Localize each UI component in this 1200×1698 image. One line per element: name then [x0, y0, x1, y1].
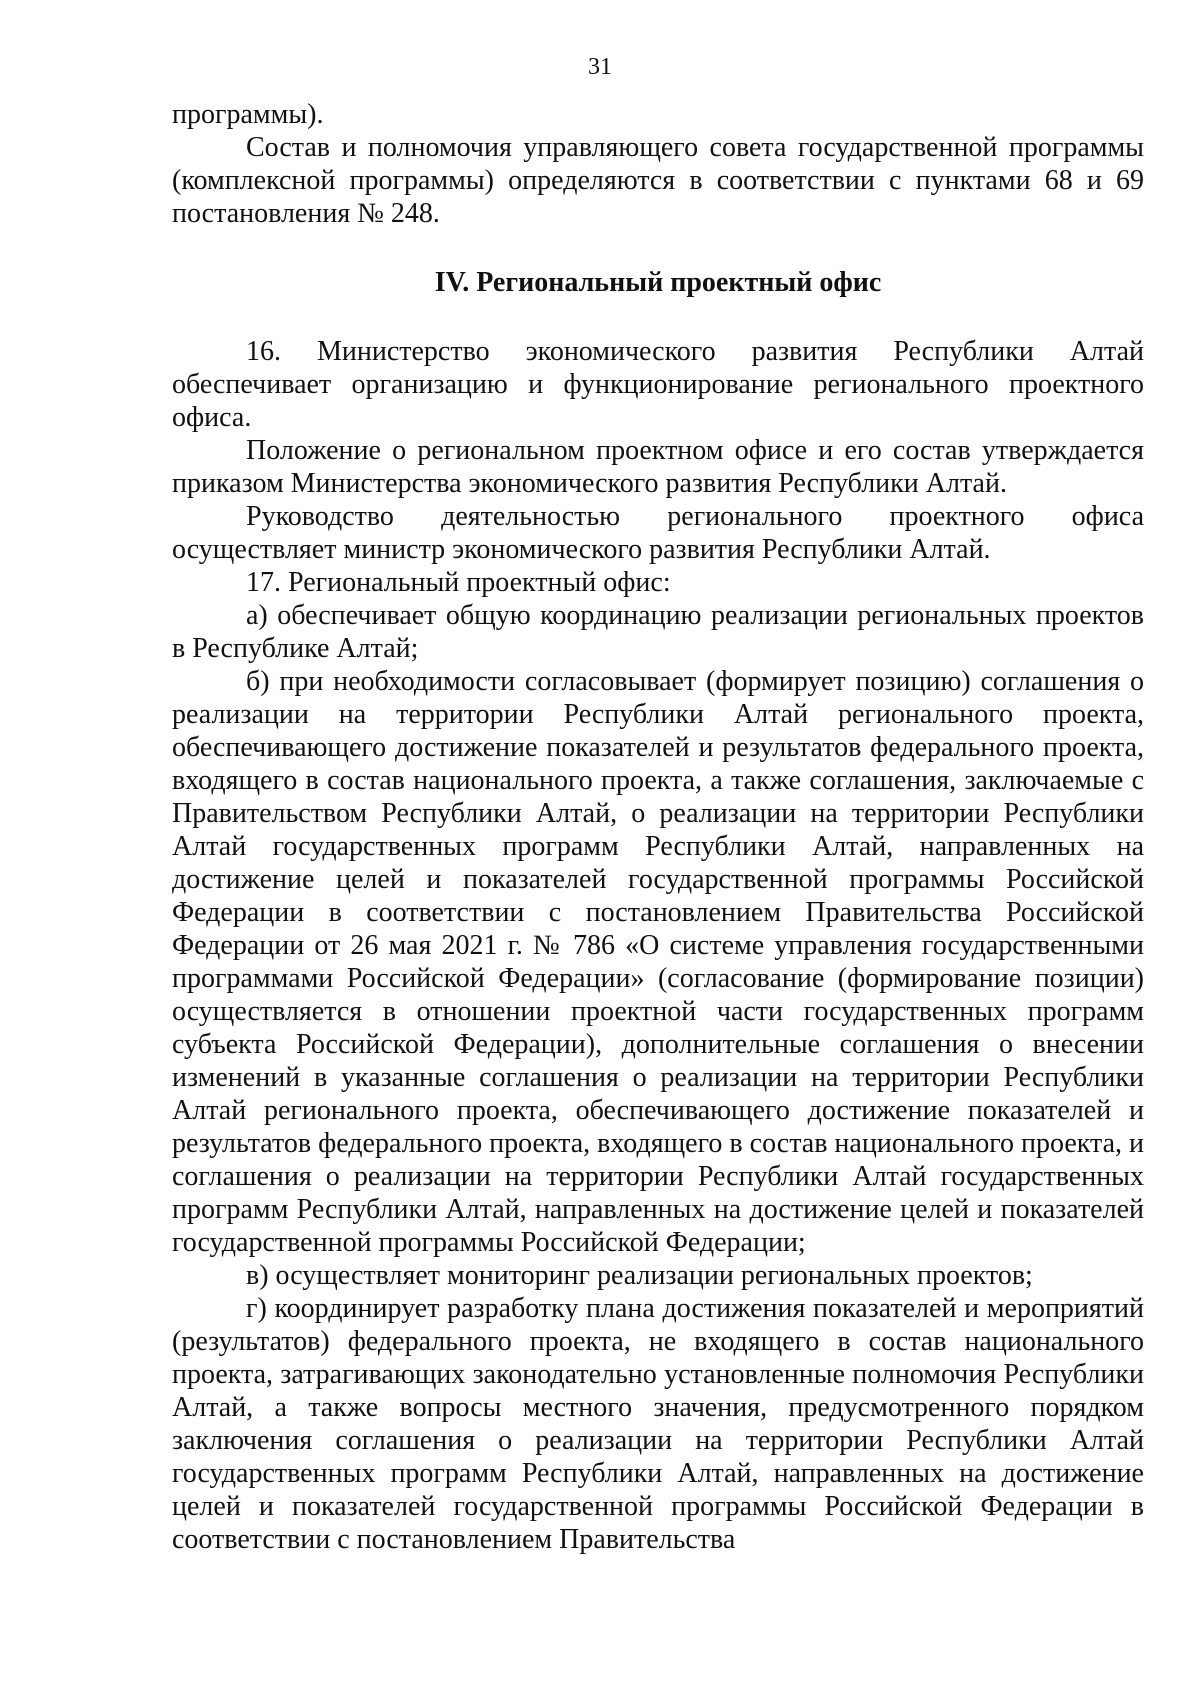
list-item-v: в) осуществляет мониторинг реализации региональных проектов;	[246, 1260, 1033, 1291]
section-heading: IV. Региональный проектный офис	[434, 267, 882, 298]
page-number: 31	[588, 54, 612, 80]
list-item-g: г) координирует разработку плана достижения показателей и мероприятий (результатов) федерального проекта, не входящего в состав национального проекта, затрагивающих законодательно установленные полномочия Республики Алтай, а также вопросы местного значения, предусмотренного порядком заключения соглашения о реализации на территории Республики Алтай государственных программ Республики Алтай, направленных на достижение целей и показателей государственной программы Российской Федерации в соответствии с постановлением Правительства	[172, 1293, 1144, 1555]
paragraph: Состав и полномочия управляющего совета государственной программы (комплексной программы) определяются в соответствии с пунктами 68 и 69 постановления № 248.	[172, 132, 1144, 229]
paragraph-17: 17. Региональный проектный офис:	[246, 567, 671, 598]
paragraph: Руководство деятельностью регионального проектного офиса осуществляет министр экономического развития Республики Алтай.	[172, 501, 1144, 565]
document-body	[172, 98, 1144, 1556]
paragraph: Положение о региональном проектном офисе и его состав утверждается приказом Министерства экономического развития Республики Алтай.	[172, 435, 1144, 499]
paragraph-16: 16. Министерство экономического развития Республики Алтай обеспечивает организацию и функционирование регионального проектного офиса.	[172, 336, 1144, 433]
list-item-a: а) обеспечивает общую координацию реализации региональных проектов в Республике Алтай;	[172, 600, 1144, 664]
list-item-b: б) при необходимости согласовывает (формирует позицию) соглашения о реализации на территории Республики Алтай регионального проекта, обеспечивающего достижение показателей и результатов федерального проекта, входящего в состав национального проекта, а также соглашения, заключаемые с Правительством Республики Алтай, о реализации на территории Республики Алтай государственных программ Республики Алтай, направленных на достижение целей и показателей государственной программы Российской Федерации в соответствии с постановлением Правительства Российской Федерации от 26 мая 2021 г. № 786 «О системе управления государственными программами Российской Федерации» (согласование (формирование позиции) осуществляется в отношении проектной части государственных программ субъекта Российской Федерации), дополнительные соглашения о внесении изменений в указанные соглашения о реализации на территории Республики Алтай регионального проекта, обеспечивающего достижение показателей и результатов федерального проекта, входящего в состав национального проекта, и соглашения о реализации на территории Республики Алтай государственных программ Республики Алтай, направленных на достижение целей и показателей государственной программы Российской Федерации;	[172, 666, 1144, 1258]
paragraph: программы).	[172, 99, 324, 130]
